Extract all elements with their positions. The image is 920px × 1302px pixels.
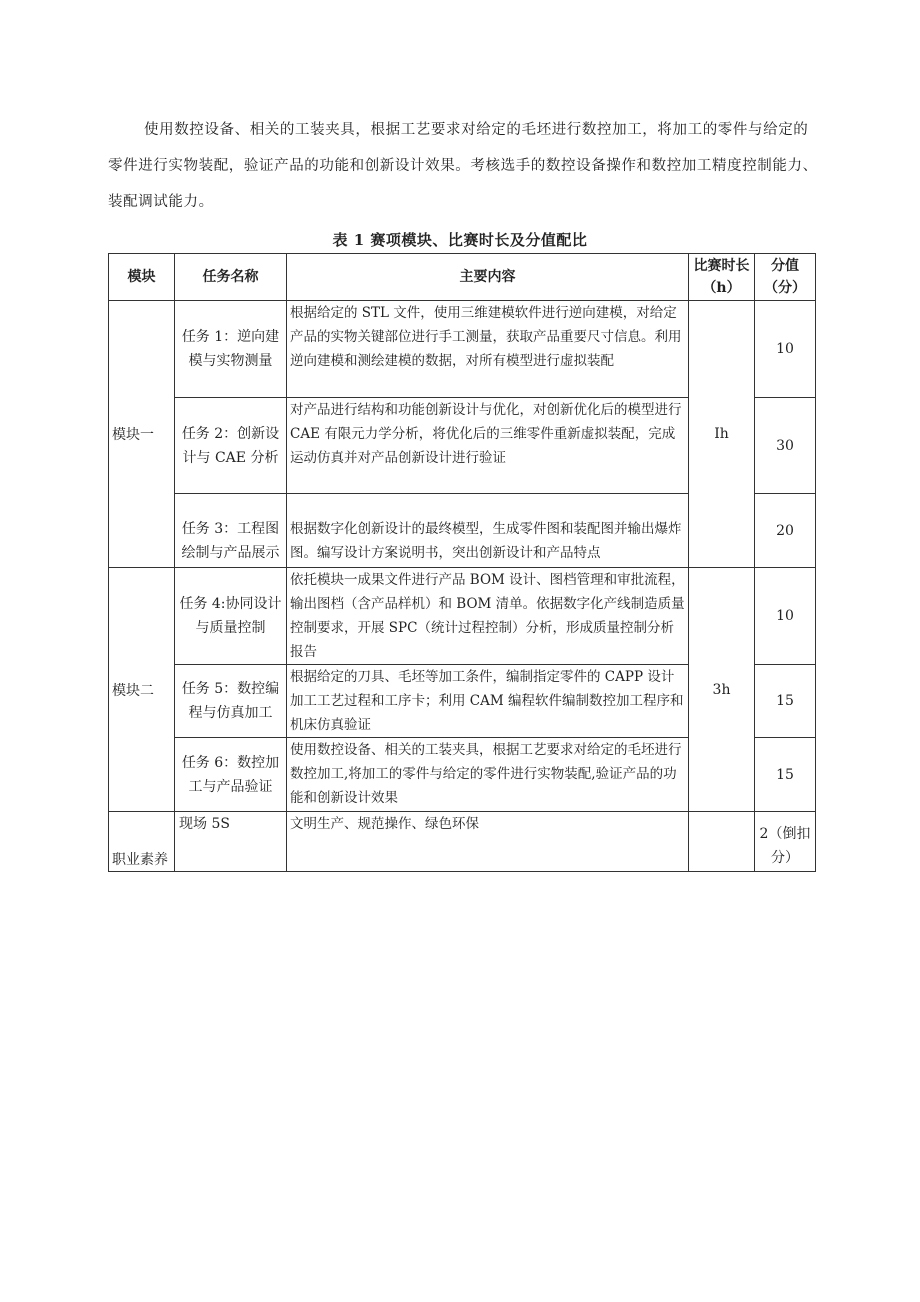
header-score: 分值（分） <box>755 254 816 301</box>
intro-paragraph: 使用数控设备、相关的工装夹具，根据工艺要求对给定的毛坯进行数控加工，将加工的零件与给定的零件进行实物装配，验证产品的功能和创新设计效果。考核选手的数控设备操作和数控加工精度控制能力、装配调试能力。 <box>108 122 818 210</box>
module-duration: Ih <box>689 301 755 568</box>
task-score: 10 <box>755 301 816 398</box>
task-content: 根据给定的 STL 文件，使用三维建模软件进行逆向建模，对给定产品的实物关键部位进行手工测量，获取产品重要尺寸信息。利用逆向建模和测绘建模的数据，对所有模型进行虚拟装配 <box>287 301 689 398</box>
table-caption: 表 1 赛项模块、比赛时长及分值配比 <box>332 231 588 249</box>
task-name: 任务 3：工程图绘制与产品展示 <box>175 494 287 568</box>
task-name: 任务 5：数控编程与仿真加工 <box>175 665 287 738</box>
task-name: 任务 1：逆向建模与实物测量 <box>175 301 287 398</box>
module-name: 模块二 <box>109 568 175 812</box>
header-task: 任务名称 <box>175 254 287 301</box>
table-row <box>109 568 816 665</box>
module-duration: 3h <box>689 568 755 812</box>
header-content: 主要内容 <box>287 254 689 301</box>
module-name: 模块一 <box>109 301 175 568</box>
task-score: 15 <box>755 665 816 738</box>
task-content: 文明生产、规范操作、绿色环保 <box>287 812 689 872</box>
task-name: 任务 4:协同设计与质量控制 <box>175 568 287 665</box>
competition-table <box>108 253 816 872</box>
task-content: 对产品进行结构和功能创新设计与优化，对创新优化后的模型进行 CAE 有限元力学分析，将优化后的三维零件重新虚拟装配，完成运动仿真并对产品创新设计进行验证 <box>287 398 689 494</box>
module-duration <box>689 812 755 872</box>
task-name: 任务 2：创新设计与 CAE 分析 <box>175 398 287 494</box>
table-header-row <box>109 254 816 301</box>
module-name: 职业素养 <box>109 812 175 872</box>
task-score: 15 <box>755 738 816 812</box>
table-row <box>109 812 816 872</box>
task-content: 根据给定的刀具、毛坯等加工条件，编制指定零件的 CAPP 设计加工工艺过程和工序卡；利用 CAM 编程软件编制数控加工程序和机床仿真验证 <box>287 665 689 738</box>
header-duration: 比赛时长（h） <box>689 254 755 301</box>
task-score: 10 <box>755 568 816 665</box>
task-score: 20 <box>755 494 816 568</box>
task-score: 2（倒扣分） <box>755 812 816 872</box>
task-name: 现场 5S <box>175 812 287 872</box>
task-name: 任务 6：数控加工与产品验证 <box>175 738 287 812</box>
task-content: 使用数控设备、相关的工装夹具，根据工艺要求对给定的毛坯进行数控加工,将加工的零件与给定的零件进行实物装配,验证产品的功能和创新设计效果 <box>287 738 689 812</box>
header-module: 模块 <box>109 254 175 301</box>
task-score: 30 <box>755 398 816 494</box>
task-content: 根据数字化创新设计的最终模型，生成零件图和装配图并输出爆炸图。编写设计方案说明书，突出创新设计和产品特点 <box>287 494 689 568</box>
table-row <box>109 301 816 398</box>
task-content: 依托模块一成果文件进行产品 BOM 设计、图档管理和审批流程，输出图档（含产品样机）和 BOM 清单。依据数字化产线制造质量控制要求，开展 SPC（统计过程控制）分析，形成质量控制分析报告 <box>287 568 689 665</box>
